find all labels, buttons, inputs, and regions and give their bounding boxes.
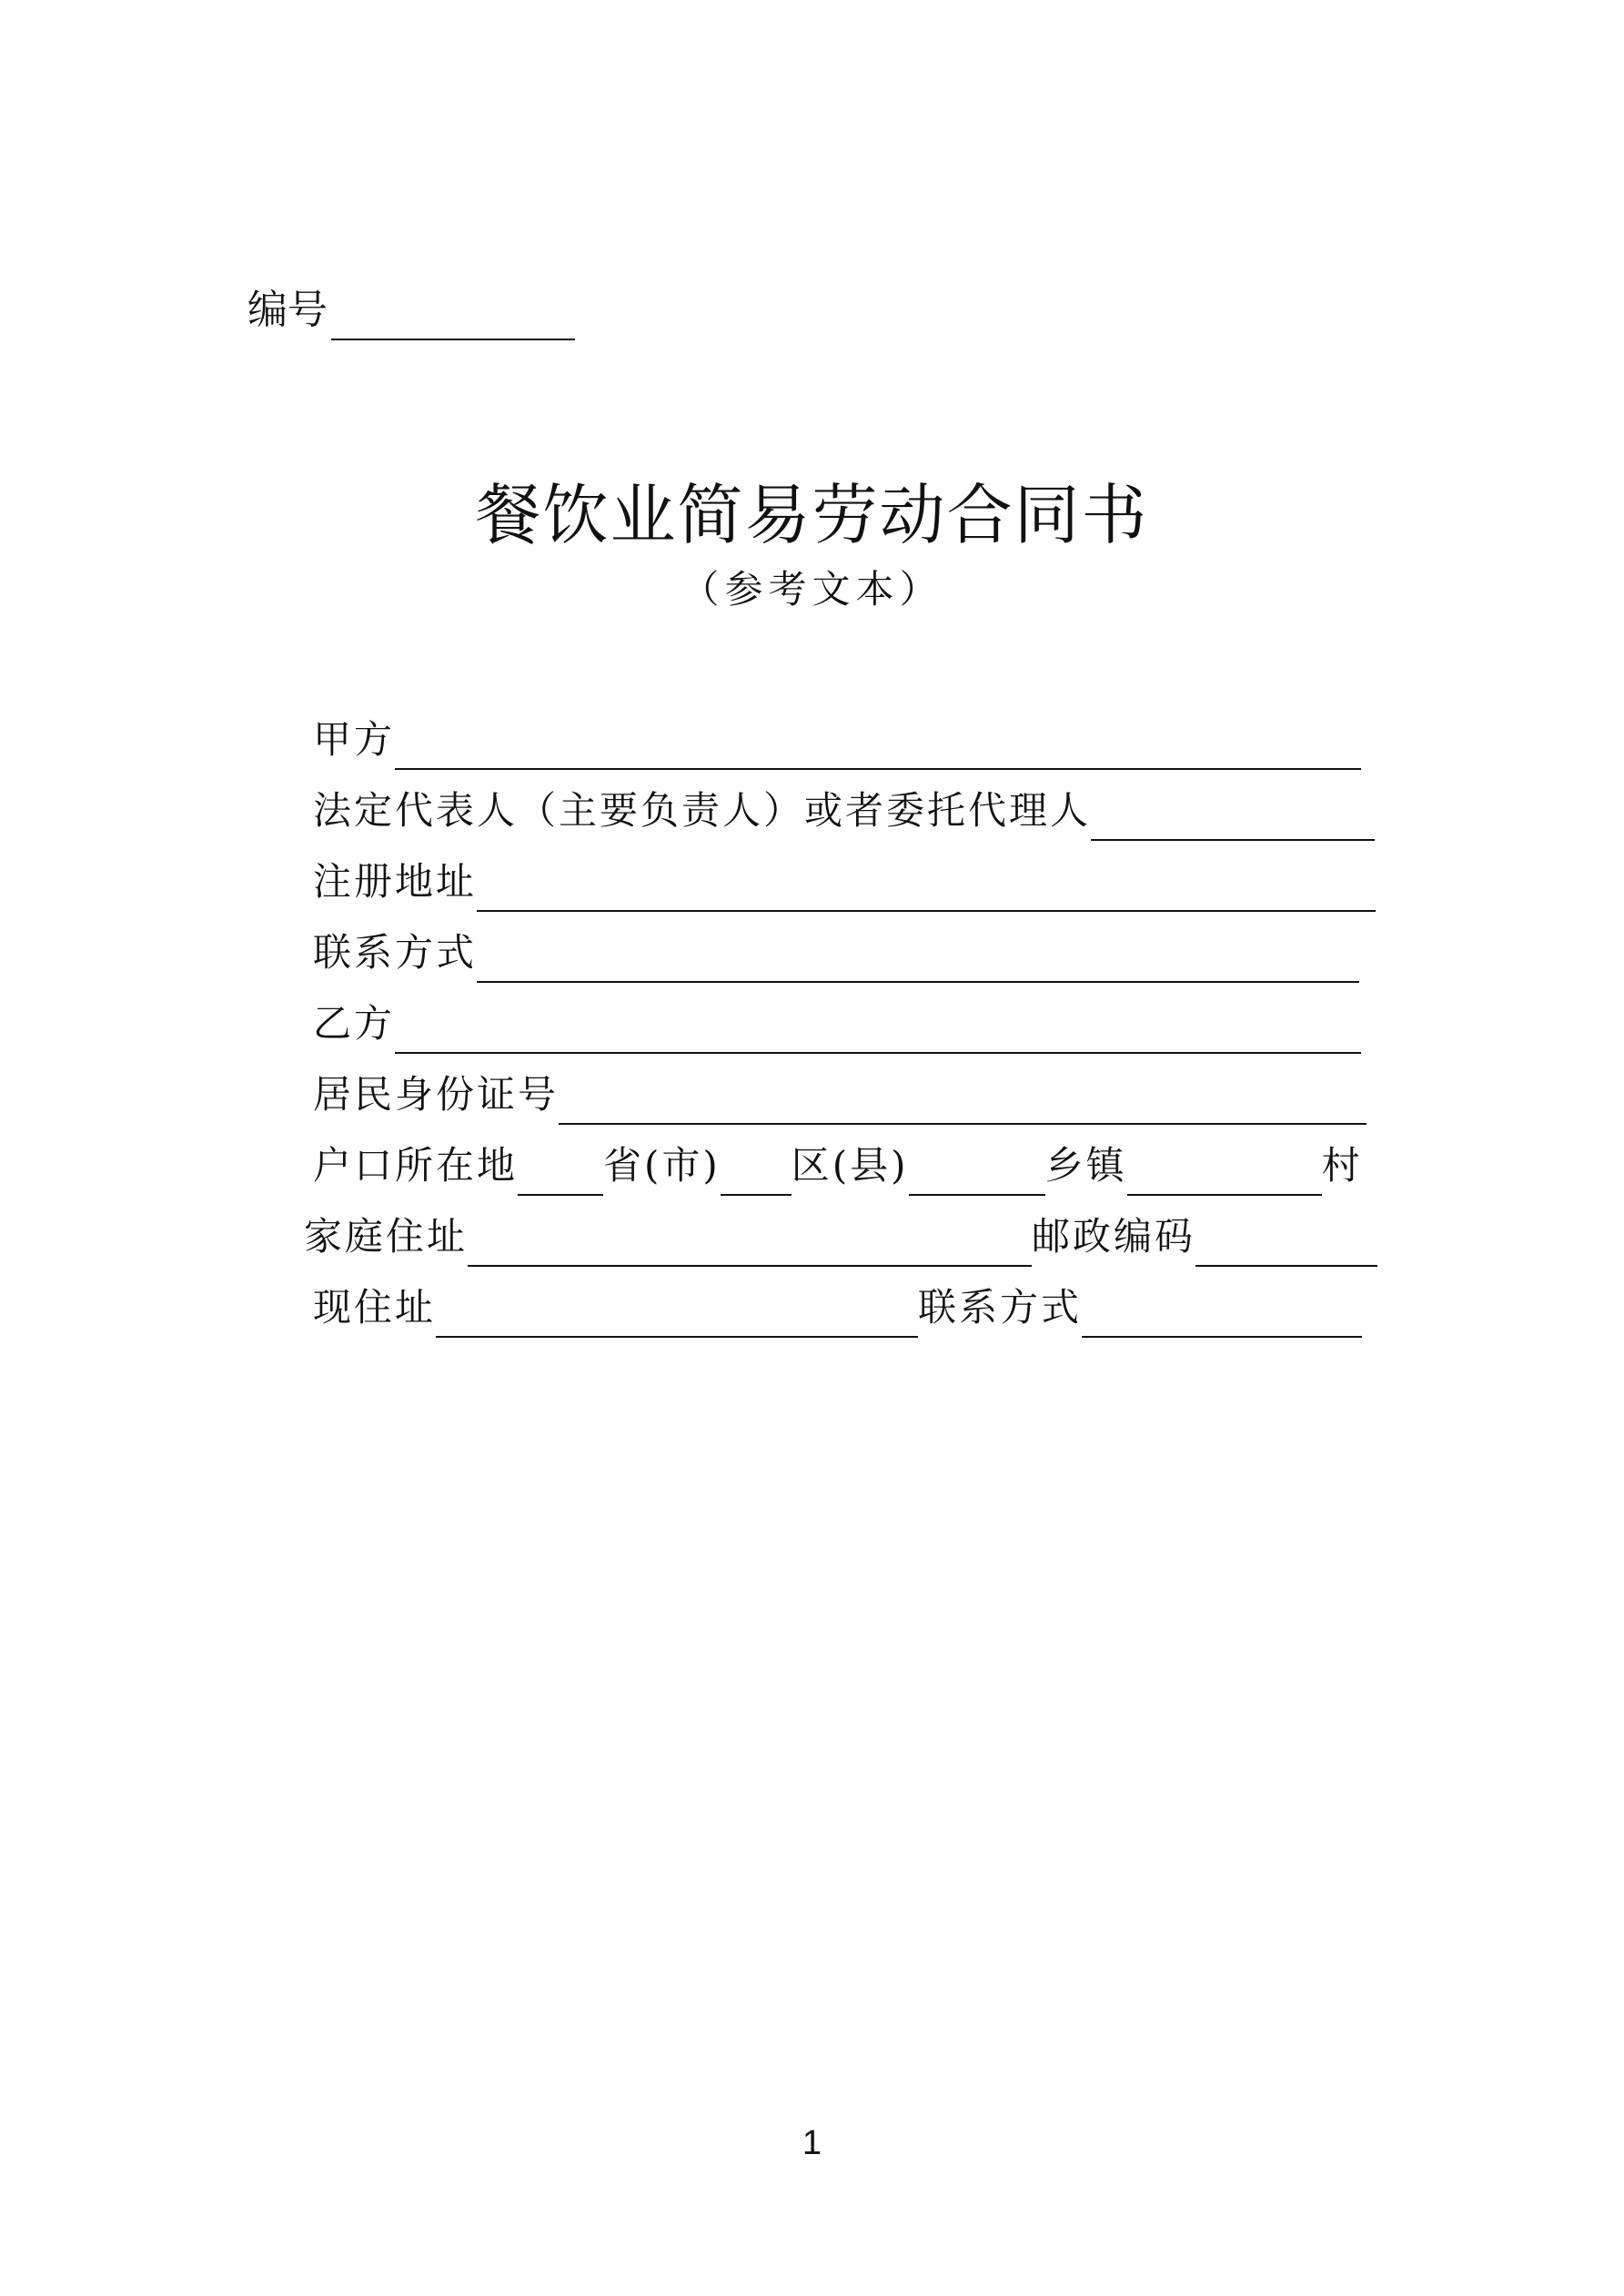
home-address-blank[interactable] [468,1218,1032,1267]
hukou-village-blank[interactable] [1127,1147,1322,1196]
party-a-row [313,710,1361,770]
reg-address-row [313,852,1376,912]
reg-address-label: 注册地址 [313,859,478,904]
current-address-label: 现住址 [313,1285,437,1330]
current-address-row [313,1278,1362,1338]
legal-rep-blank[interactable] [1091,792,1375,841]
document-title: 餐饮业简易劳动合同书 [475,477,1149,553]
legal-rep-label: 法定代表人（主要负责人）或者委托代理人 [313,788,1092,833]
home-address-label: 家庭住址 [304,1214,469,1259]
hukou-province-blank[interactable] [518,1147,603,1196]
serial-number-label: 编号 [247,287,328,333]
hukou-row [313,1136,1363,1196]
party-b-row [313,994,1361,1054]
page-number: 1 [802,2124,822,2162]
serial-number-field [247,280,575,340]
id-number-blank[interactable] [559,1076,1367,1125]
party-b-label: 乙方 [313,1001,396,1046]
hukou-village-label: 村 [1321,1143,1363,1188]
legal-rep-row [313,781,1375,841]
hukou-town-blank[interactable] [909,1147,1045,1196]
hukou-town-label: 乡镇 [1044,1143,1127,1188]
id-number-label: 居民身份证号 [313,1072,560,1117]
reg-address-blank[interactable] [477,863,1376,912]
party-b-blank[interactable] [395,1005,1361,1054]
hukou-district-label: 区(县) [791,1143,909,1188]
contact-a-label: 联系方式 [313,930,478,975]
contact-b-blank[interactable] [1082,1289,1362,1338]
hukou-label: 户口所在地 [313,1143,519,1188]
contact-a-row [313,923,1359,983]
document-subtitle: （参考文本） [681,567,943,612]
id-number-row [313,1065,1367,1125]
contact-b-label: 联系方式 [918,1285,1083,1330]
current-address-blank[interactable] [436,1289,918,1338]
party-a-blank[interactable] [395,721,1361,770]
home-address-row [304,1207,1377,1267]
hukou-province-label: 省(市) [603,1143,721,1188]
postcode-label: 邮政编码 [1032,1214,1196,1259]
serial-number-blank[interactable] [331,293,575,340]
hukou-district-blank[interactable] [721,1147,792,1196]
party-a-label: 甲方 [313,717,396,762]
contact-a-blank[interactable] [477,934,1359,983]
postcode-blank[interactable] [1195,1218,1377,1267]
